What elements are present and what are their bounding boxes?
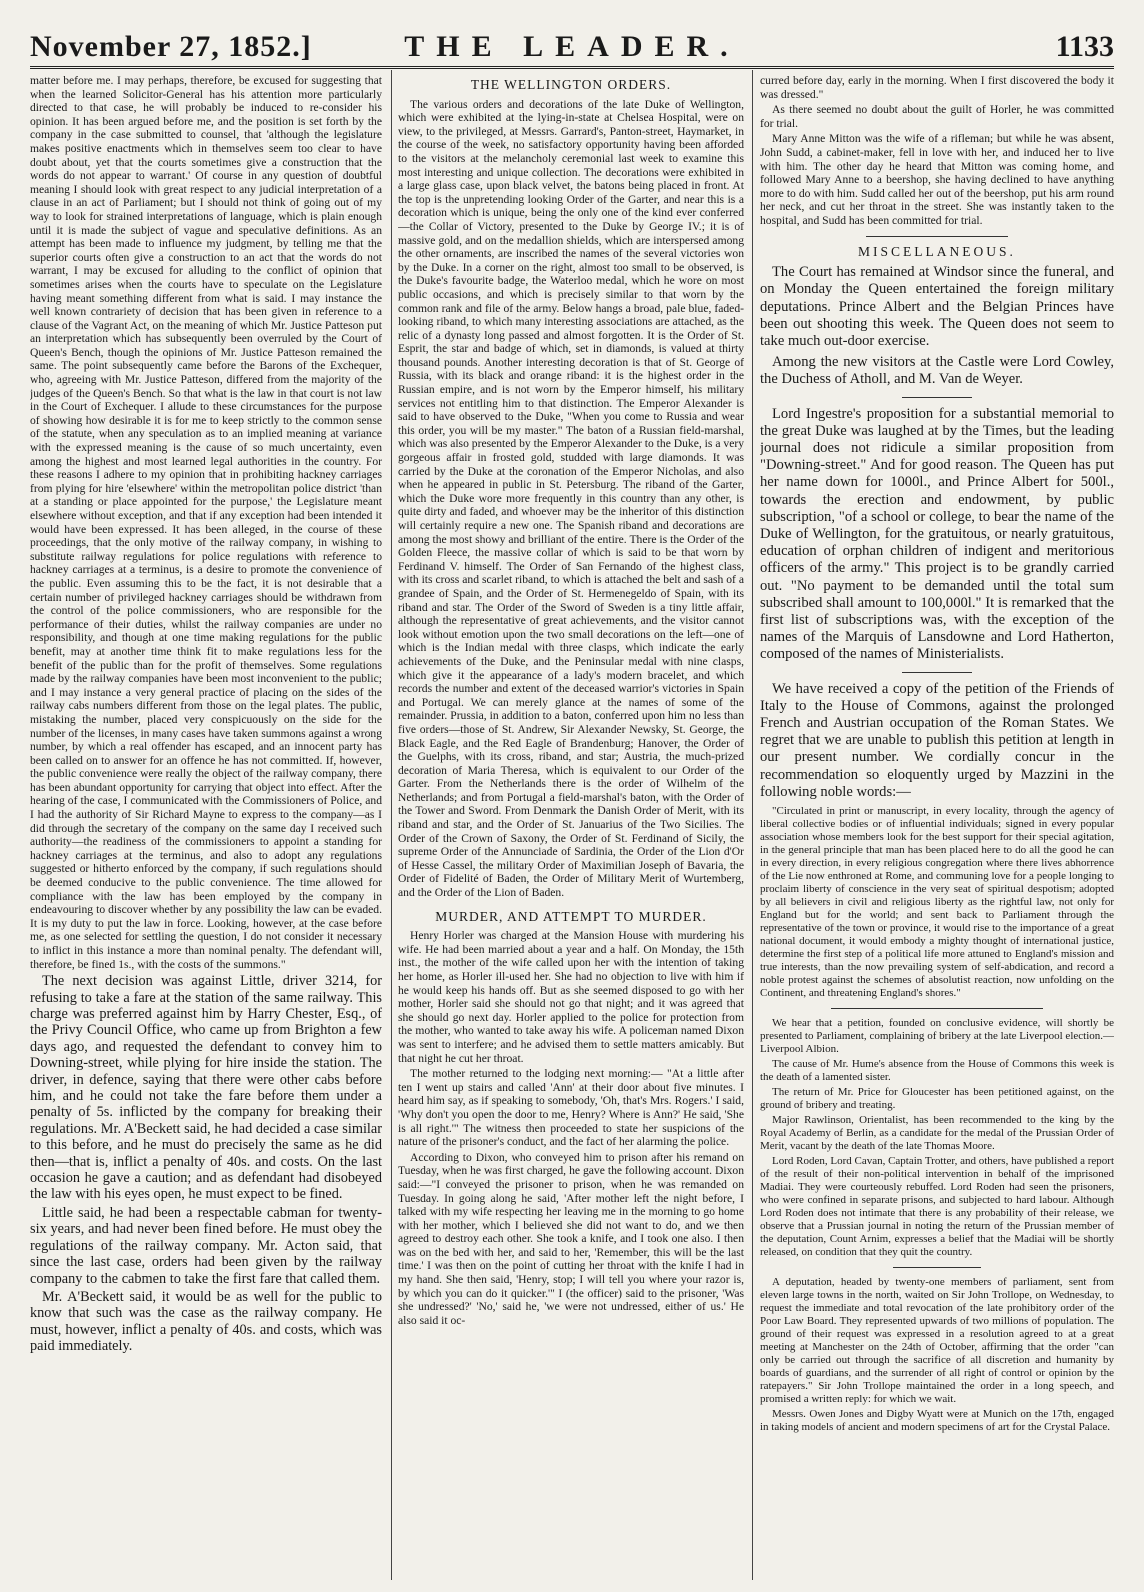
section-divider — [866, 236, 1008, 237]
article-paragraph: curred before day, early in the morning. When I first discovered the body it was dressed." — [760, 74, 1114, 101]
quoted-passage: "Circulated in print or manuscript, in every locality, through the agency of liberal collective bodies or of influential individuals; signed in every popular association whose members look for the best support for their special agitation, in the general principle that man has been placed here to do all the good he can in every direction, in every religious congregation where there lives abhorrence of the Lie now enthroned at Rome, and communing love for a people longing to proclaim liberty of conscience in the very seat of spiritual despotism; adopted by all believers in civil and religious liberty as the rightful law, not only for England but for the world; and sent back to Parliament through the representative of the town or province, it would rise to the importance of a great national document, it would embody a mighty thought of international justice, determine the first step of a political life more attuned to England's mission and true interests, than the now prevailing system of self-abdication, and record a noble protest against the schemes of absolutist reaction, now unfolding on the Continent, and threatening England's shores." — [760, 805, 1114, 1000]
article-paragraph: According to Dixon, who conveyed him to prison after his remand on Tuesday, when he was first charged, he gave the following account. Dixon said:—"I conveyed the prisoner to prison, when he was remanded on Tuesday. In going along he said, 'After mother left the night before, I talked with my wife respecting her leaving me in the morning to go home with her mother, which I believed she did not want to do, and we then agreed to destroy each other. She took a knife, and I took one also. I then was on the bed with her, and said to her, 'Remember, this will be the last time.' I was then on the point of cutting her throat with the knife I had in my hand. She then said, 'Henry, stop; I will tell you where your razor is, by which you can do it quicker.'" I (the officer) said to the prisoner, 'Was she undressed?' 'No,' said he, 'we were not undressed, either of us.' He also said it oc- — [398, 1150, 744, 1327]
column-3 — [760, 74, 1114, 1580]
section-divider — [893, 1267, 982, 1268]
news-items — [760, 1017, 1114, 1434]
news-item: A deputation, headed by twenty-one members of parliament, sent from eleven large towns in the north, waited on Sir John Trollope, on Wednesday, to request the immediate and total revocation of the late prohibitory order of the Poor Law Board. They represented upwards of two millions of population. The ground of their request was expressed in a resolution agreed to at a great meeting at Manchester on the 24th of October, affirming that the order "can only be carried out through the sacrifice of all discretion and humanity by boards of guardians, and the surrender of all right of control or opinion by the ratepayers." Sir John Trollope maintained the order in a long speech, and promised a written reply: for which we wait. — [760, 1276, 1114, 1406]
article-paragraph: Among the new visitors at the Castle were Lord Cowley, the Duchess of Atholl, and M. Van de Weyer. — [760, 354, 1114, 388]
news-item: We hear that a petition, founded on conclusive evidence, will shortly be presented to Parliament, complaining of bribery at the late Liverpool election.—Liverpool Albion. — [760, 1017, 1114, 1056]
section-divider — [902, 397, 973, 398]
article-paragraph: Little said, he had been a respectable cabman for twenty-six years, and had never been fined before. He must obey the regulations of the railway company. Mr. Acton said, that since the last case, orders had been given by the railway company to the cabmen to take the first fare that called them. — [30, 1204, 382, 1287]
article-paragraph: The various orders and decorations of the late Duke of Wellington, which were exhibited at the lying-in-state at Chelsea Hospital, were on view, to the privileged, at Messrs. Garrard's, Panton-street, Haymarket, in the course of the week, no satisfactory opportunity having been afforded to the visitors at the melancholy ceremonial last week to examine this most interesting and unique collection. The decorations were exhibited in a large glass case, upon black velvet, the batons being placed in front. At the top is the unpretending looking Order of the Garter, and near this is a decoration which is unique, being the only one of the kind ever conferred—the Collar of Victory, presented to the Duke by George IV.; it is of massive gold, and on the medallion shields, which are interspersed among the other ornaments, are inscribed the names of the several victories won by the Duke. In a corner on the right, almost too small to be observed, is the Duke's favourite badge, the Waterloo medal, which he wore on most public occasions, and which is precisely similar to that worn by the common rank and file of the army. Below hangs a broad, pale blue, faded-looking riband, to which many interesting associations are attached, as the relic of a dynasty long passed and almost forgotten. It is the Order of St. Esprit, the star and badge of which, set in diamonds, is valued at thirty thousand pounds. Another interesting decoration is that of St. George of Russia, with its black and orange riband: it is the highest order in the Russian empire, and is not worn by the Emperor himself, his military services not entitling him to that distinction. The Emperor Alexander is said to have observed to the Duke, "When you come to Russia and wear this order, you will be my master." The baton of a Russian field-marshal, which was also presented by the Emperor Alexander to the Duke, is a very gorgeous affair in frosted gold, studded with large diamonds. It was carried by the Duke at the coronation of the Emperor Nicholas, and also when he appeared in public in St. Petersburg. The riband of the Garter, which the Duke wore more frequently in this country than any other, is quite dirty and faded, and whoever may be the inheritor of this distinction will certainly require a new one. The Spanish riband and decorations are among the most showy and brilliant of the entire. There is the Order of the Golden Fleece, the massive collar of which is said to be that worn by Ferdinand V. himself. The Order of San Fernando of the highest class, with its cross and scarlet riband, to which is attached the belt and sash of a grandee of Spain, and the Order of St. Hermenegeldo of Spain, with its riband and star. The Order of the Sword of Sweden is a tiny little affair, although the representative of great achievements, and the visitor cannot look without emotion upon the two small decorations on the left—one of which is the Indian medal with three clasps, which indicate the early achievements of the Duke, and the Peninsular medal with nine clasps, which give it the appearance of a lady's modern bracelet, and which records the number and extent of the deceased warrior's victories in Spain and Portugal. We can merely glance at the names of some of the remainder. Prussia, in addition to a baton, conferred upon him no less than five orders—those of St. Andrew, Sir Alexander Newsky, St. George, the Black Eagle, and the Red Eagle of Brandenburg; Hanover, the Order of the Guelphs, with its cross, riband, and star; Austria, the much-prized decoration of Maria Theresa, which is equivalent to our Order of the Garter. From the Netherlands there is the order of Wilhelm of the Netherlands; and from Portugal a field-marshal's baton, with the Order of the Tower and Sword. From Denmark the Danish Order of Merit, with its riband and star, and the Order of St. Januarius of the Two Sicilies. The Order of the Crown of Saxony, the Order of St. Ferdinand of Sicily, the supreme Order of the Annunciade of Sardinia, the Order of the Lion d'Or of Hesse Cassel, the military Order of Maximilian Joseph of Bavaria, the Order of Fidelité of Baden, the Order of Military Merit of Wurtemberg, and the Order of the Lion of Baden. — [398, 97, 744, 900]
news-item: The cause of Mr. Hume's absence from the House of Commons this week is the death of a lamented sister. — [760, 1058, 1114, 1084]
article-paragraph: As there seemed no doubt about the guilt of Horler, he was committed for trial. — [760, 103, 1114, 130]
header-rule — [30, 66, 1114, 69]
column-rule — [752, 70, 753, 1580]
article-paragraph: Henry Horler was charged at the Mansion House with murdering his wife. He had been married about a year and a half. On Monday, the 15th inst., the mother of the wife called upon her with the intention of taking her home, as Horler ill-used her. She had no objection to live with him if he would keep his hands off. But as she seemed disposed to go with her mother, Horler said she should not go that night; and it was agreed that she should go next day. Horler applied to the police for protection from the mother, who wanted to take away his wife. A policeman named Dixon was sent to interfere; and he advised them to settle matters amicably. But that night he cut her throat. — [398, 929, 744, 1065]
column-rule — [391, 70, 392, 1580]
article-paragraph: The next decision was against Little, driver 3214, for refusing to take a fare at the station of the same railway. This charge was preferred against him by Harry Chester, Esq., of the Privy Council Office, who came up from Brighton a few days ago, and requested the defendant to convey him to Downing-street, while plying for hire inside the station. The driver, in defence, saying that there were other cabs before him, and he could not take the fare before them under a penalty of 5s. inflicted by the company for breaking their regulations. Mr. A'Beckett said, he had decided a case similar to this before, and he must do precisely the same as he did then—that is, inflict a penalty of 40s. and costs. On the last occasion he gave a caution; and as defendant had disobeyed the law with his eyes open, he must expect to be fined. — [30, 973, 382, 1203]
news-item: Messrs. Owen Jones and Digby Wyatt were at Munich on the 17th, engaged in taking models of ancient and modern specimens of art for the Crystal Palace. — [760, 1408, 1114, 1434]
issue-date: November 27, 1852.] — [30, 30, 312, 63]
section-heading-wellington-orders: THE WELLINGTON ORDERS. — [470, 77, 672, 92]
news-item: Major Rawlinson, Orientalist, has been recommended to the king by the Royal Academy of Berlin, as a candidate for the medal of the Prussian Order of Merit, vacant by the death of the late Thomas Moore. — [760, 1114, 1114, 1153]
article-paragraph: matter before me. I may perhaps, therefore, be excused for suggesting that when the learned Solicitor-General has his attention more particularly directed to that case, he will probably be induced to re-consider his opinion. It has been argued before me, and the position is set forth by the company in the case submitted to counsel, that 'although the legislature makes positive enactments which in themselves seem too clear to have doubt about, yet that the courts sometimes give a construction that the words do not appear to warrant.' Of course in any question of doubtful meaning I should look with great respect to any judicial interpretation of a clause in an act of Parliament; but I should not think of going out of my way to look for strained interpretations of language, which is plain enough until it is made the subject of vague and speculative definitions. As an attempt has been made to influence my judgment, by telling me that the superior courts often give a construction to an act that the words do not warrant, I may be excused for alluding to the conflict of opinion that sometimes arises when the courts have to speculate on the Legislature having meant something different from what is said. I may instance the well known contrariety of decision that has been given in reference to a clause of the Vagrant Act, on the meaning of which Mr. Justice Patteson put an interpretation which has subsequently been overruled by the Court of Queen's Bench, though the opinions of Mr. Justice Patteson remained the same. The point subsequently came before the Barons of the Exchequer, who, agreeing with Mr. Justice Patteson, differed from the majority of the judges of the Queen's Bench. So that what is the law in that court is not law in the Court of Exchequer. I allude to these circumstances for the purpose of showing how desirable it is for me to keep strictly to the common sense of the statute, when any speculation as to an implied meaning at variance with the expressed meaning is the cause of so much uncertainty, even among the highest and most learned legal authorities in the country. For these reasons I adhere to my opinion that in prohibiting hackney carriages from plying for hire 'elsewhere' within the metropolitan police district 'than at a standing or place appointed for the purpose,' the Legislature meant elsewhere without exception, and that if any exception had been intended it would have been expressed. It has been alleged, in the course of these proceedings, that the only motive of the railway company, in wishing to substitute railway regulations for police regulations with reference to hackney carriages at a terminus, is a desire to promote the convenience of the public. Even assuming this to be the fact, it is not desirable that a certain number of privileged hackney carriages should be withdrawn from the control of the police commissioners, who are responsible for the performance of their duties, whilst the railway companies are under no responsibility, and though at one time making regulations for the public benefit, may at another time think fit to make regulations less for the benefit of the public than for the profit of themselves. Some regulations made by the railway companies have been most inconvenient to the public; and I may instance a very general practice of placing on the sides of the railway cabs numbers different from those on the legal plates. The public, mistaking the number, placed very conspicuously on the side for the number of the licenses, in many cases have taken summons against a wrong number, by which a real offender has escaped, and an innocent party has been called on to answer for an offence he has not committed. If, however, the public convenience were really the object of the railway company, there has been abundant opportunity for carrying that object into effect. After the hearing of the case, I communicated with the Commissioners of Police, and I had the authority of Sir Richard Mayne to express to the company—as I did through the secretary of the company on the same day I received such authority—the readiness of the commissioners to appoint a standing for hackney carriages at the terminus, and also to adopt any regulations suggested or hitherto enforced by the company, if such regulations should be deemed conducive to the public convenience. The time allowed for compliance with the law has been employed by the company in endeavouring to discover whether by any possibility the law can be evaded. It is my duty to put the law in force. Looking, however, at the case before me, as one selected for settling the question, I do not consider it necessary to inflict in this instance a more than nominal penalty. The defendant will, therefore, be fined 1s., with the costs of the summons." — [30, 74, 382, 971]
column-1 — [30, 74, 382, 1580]
newspaper-title: THE LEADER. — [404, 30, 740, 63]
article-paragraph: Mary Anne Mitton was the wife of a rifleman; but while he was absent, John Sudd, a cabinet-maker, fell in love with her, and induced her to live with him. The other day he heard that Mitton was coming home, and followed Mary Anne to a beershop, she having declined to have anything more to do with him. Sudd called her out of the beershop, put his arm round her neck, and cut her throat in the street. She was instantly taken to the hospital, and Sudd has been committed for trial. — [760, 132, 1114, 227]
news-item: The return of Mr. Price for Gloucester has been petitioned against, on the ground of bribery and treating. — [760, 1086, 1114, 1112]
section-heading-murder: MURDER, AND ATTEMPT TO MURDER. — [435, 908, 707, 924]
masthead — [30, 22, 1114, 72]
article-paragraph: We have received a copy of the petition of the Friends of Italy to the House of Commons, against the prolonged French and Austrian occupation of the Roman States. We regret that we are unable to publish this petition at length in our present number. We cordially concur in the recommendation so eloquently urged by Mazzini in the following noble words:— — [760, 680, 1114, 800]
section-divider — [831, 1008, 1043, 1009]
column-2 — [398, 74, 744, 1580]
miscellaneous-block — [760, 264, 1114, 801]
news-item: Lord Roden, Lord Cavan, Captain Trotter, and others, have published a report of the result of their non-political intervention in behalf of the imprisoned Madiai. They were courteously rebuffed. Lord Roden had seen the prisoners, who were confined in separate prisons, and subjected to hard labour. Although Lord Roden does not intimate that there is any probability of their release, we observe that a Prussian journal in noting the return of the Prussian member of the deputation, Count Arnim, expresses a belief that the Madiai will be shortly released, on condition that they quit the country. — [760, 1155, 1114, 1259]
section-heading-miscellaneous: MISCELLANEOUS. — [858, 243, 1016, 259]
section-divider — [902, 672, 973, 673]
article-paragraph: Lord Ingestre's proposition for a substantial memorial to the great Duke was laughed at by the Times, but the leading journal does not ridicule a similar proposition from "Downing-street." And for good reason. The Queen has put her name down for 1000l., and Prince Albert for 500l., towards the erection and endowment, by public subscription, "of a school or college, to bear the name of the Duke of Wellington, for the gratuitous, or nearly gratuitous, education of orphan children of indigent and meritorious officers of the army." This project is to be grandly carried out. "No payment to be demanded until the total sum subscribed shall amount to 100,000l." It is remarked that the first list of subscriptions was, with the exception of the names of the Marquis of Lansdowne and Lord Hatherton, composed of the names of Ministerialists. — [760, 405, 1114, 663]
page-number: 1133 — [1055, 30, 1114, 63]
article-paragraph: The mother returned to the lodging next morning:— "At a little after ten I went up stairs and called 'Ann' at their door about five minutes. I heard him say, as if speaking to somebody, 'Oh, that's Mrs. Rogers.' I said, 'Why don't you open the door to me, Henry? Where is Ann?' He said, 'She is all right.'" The witness then proceeded to state her suspicions of the nature of the prisoner's conduct, and the fact of her alarming the police. — [398, 1067, 744, 1149]
article-paragraph: The Court has remained at Windsor since the funeral, and on Monday the Queen entertained the foreign military deputations. Prince Albert and the Belgian Princes have been out shooting this week. The Queen does not seem to take much out-door exercise. — [760, 264, 1114, 349]
article-paragraph: Mr. A'Beckett said, it would be as well for the public to know that such was the case as the railway company. He must, however, inflict a penalty of 40s. and costs, which was paid immediately. — [30, 1288, 382, 1355]
